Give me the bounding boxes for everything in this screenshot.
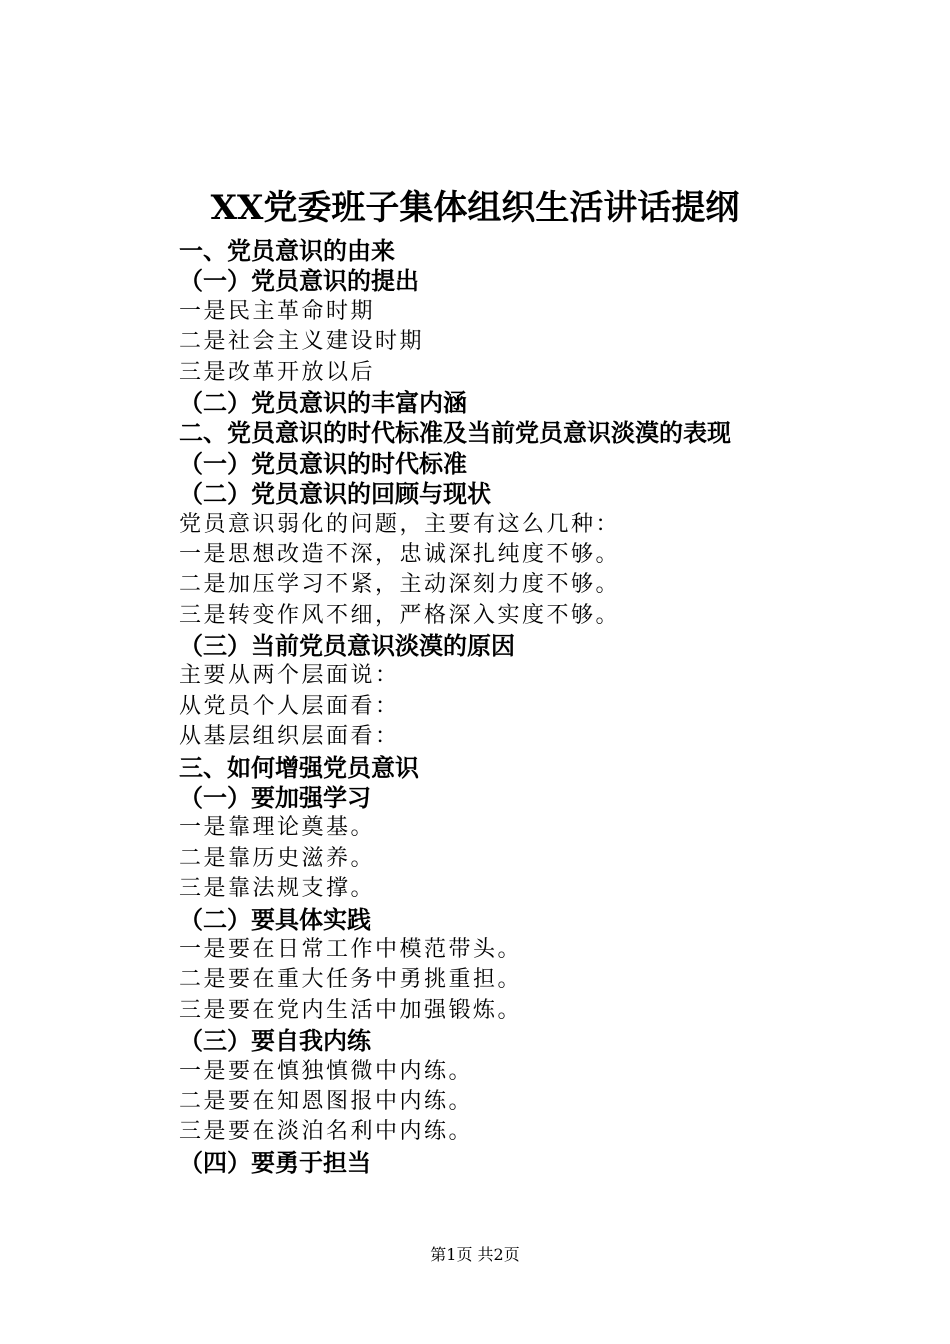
outline-text: 从党员个人层面看：: [179, 693, 400, 719]
outline-heading: （二）党员意识的丰富内涵: [179, 388, 467, 417]
outline-text: 一是靠理论奠基。: [179, 815, 376, 841]
outline-heading: 一、党员意识的由来: [179, 237, 395, 265]
outline-text: 三是要在党内生活中加强锻炼。: [179, 997, 523, 1023]
outline-text: 二是加压学习不紧，主动深刻力度不够。: [179, 572, 621, 598]
outline-heading: （二）党员意识的回顾与现状: [179, 480, 491, 509]
outline-text: 二是要在知恩图报中内练。: [179, 1088, 474, 1114]
outline-heading: 三、如何增强党员意识: [179, 753, 419, 782]
outline-text: 一是思想改造不深，忠诚深扎纯度不够。: [179, 541, 621, 567]
outline-text: 二是社会主义建设时期: [179, 329, 425, 355]
outline-text: 二是靠历史滋养。: [179, 845, 376, 871]
document-body: [179, 236, 879, 1178]
outline-text: 二是要在重大任务中勇挑重担。: [179, 967, 523, 993]
outline-text: 一是民主革命时期: [179, 298, 376, 324]
outline-text: 三是要在淡泊名利中内练。: [179, 1119, 474, 1145]
page-footer: 第1页 共2页: [430, 1245, 520, 1264]
outline-heading: （三）要自我内练: [179, 1027, 371, 1056]
outline-heading: （二）要具体实践: [179, 905, 371, 934]
outline-text: 一是要在日常工作中模范带头。: [179, 936, 523, 962]
outline-heading: （三）当前党员意识淡漠的原因: [179, 632, 515, 661]
outline-text: 三是转变作风不细，严格深入实度不够。: [179, 602, 621, 628]
outline-heading: （一）党员意识的提出: [179, 267, 419, 296]
outline-text: 党员意识弱化的问题，主要有这么几种：: [179, 511, 621, 537]
outline-text: 从基层组织层面看：: [179, 724, 400, 750]
outline-text: 三是靠法规支撑。: [179, 876, 376, 902]
outline-heading: 二、党员意识的时代标准及当前党员意识淡漠的表现: [179, 419, 731, 448]
outline-text: 一是要在慎独慎微中内练。: [179, 1058, 474, 1084]
outline-heading: （一）党员意识的时代标准: [179, 449, 467, 478]
outline-heading: （四）要勇于担当: [179, 1148, 371, 1177]
outline-heading: （一）要加强学习: [179, 784, 371, 813]
outline-text: 三是改革开放以后: [179, 359, 376, 385]
page-title: XX党委班子集体组织生活讲话提纲: [210, 188, 740, 228]
outline-text: 主要从两个层面说：: [179, 663, 400, 689]
